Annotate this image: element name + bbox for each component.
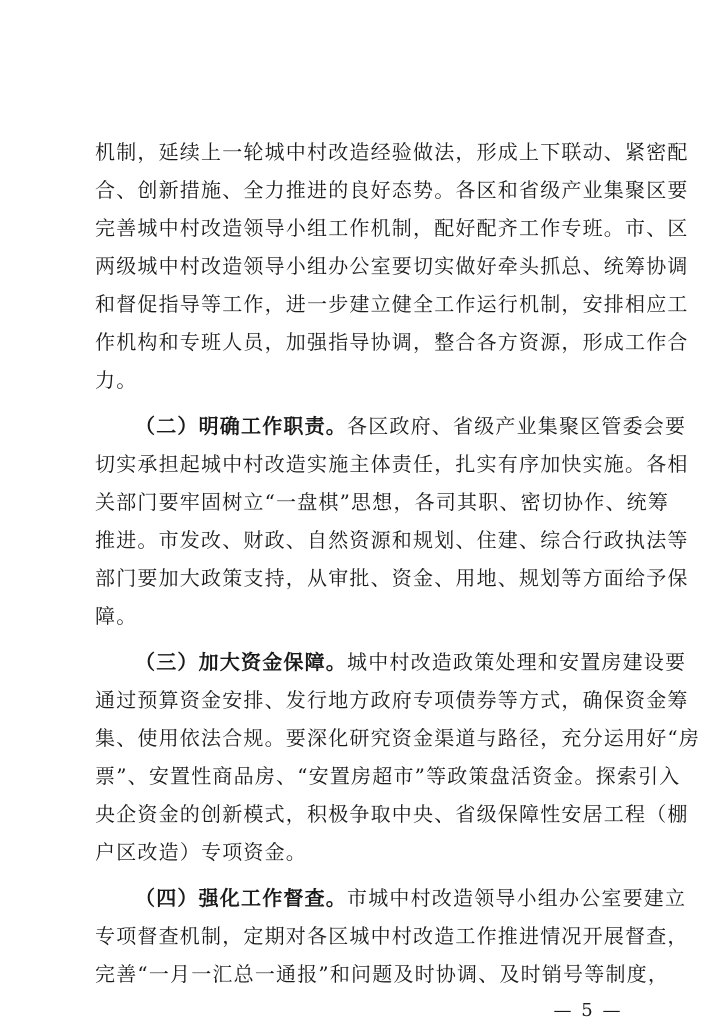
section-4-heading: （四）强化工作督查。 [135, 886, 347, 910]
paragraph-line: 和督促指导等工作，进一步建立健全工作运行机制，安排相应工 [95, 292, 689, 316]
paragraph-line: 完善城中村改造领导小组工作机制，配好配齐工作专班。市、区 [95, 216, 689, 240]
paragraph-line: 障。 [95, 604, 138, 628]
paragraph-line: 力。 [95, 368, 138, 392]
paragraph-line: 部门要加大政策支持，从审批、资金、用地、规划等方面给予保 [95, 566, 689, 590]
section-3-first-line [135, 650, 687, 674]
section-3-first-text: 城中村改造政策处理和安置房建设要 [347, 650, 687, 674]
section-3-heading: （三）加大资金保障。 [135, 650, 347, 674]
section-2-first-line [135, 414, 687, 438]
section-4-first-text: 市城中村改造领导小组办公室要建立 [347, 886, 687, 910]
paragraph-line: 票”、安置性商品房、“安置房超市”等政策盘活资金。探索引入 [95, 764, 681, 788]
paragraph-line: 专项督查机制，定期对各区城中村改造工作推进情况开展督查， [95, 924, 689, 948]
paragraph-line: 切实承担起城中村改造实施主体责任，扎实有序加快实施。各相 [95, 452, 689, 476]
section-2-heading: （二）明确工作职责。 [135, 414, 347, 438]
paragraph-line: 完善“一月一汇总一通报”和问题及时协调、及时销号等制度， [95, 962, 670, 986]
paragraph-line: 央企资金的创新模式，积极争取中央、省级保障性安居工程（棚 [95, 802, 689, 826]
section-4-first-line [135, 886, 687, 910]
paragraph-line: 机制，延续上一轮城中村改造经验做法，形成上下联动、紧密配 [95, 140, 689, 164]
page-number: — 5 — [553, 1000, 623, 1021]
paragraph-line: 合、创新措施、全力推进的良好态势。各区和省级产业集聚区要 [95, 178, 689, 202]
paragraph-line: 关部门要牢固树立“一盘棋”思想，各司其职、密切协作、统筹 [95, 490, 670, 514]
paragraph-line: 两级城中村改造领导小组办公室要切实做好牵头抓总、统筹协调 [95, 254, 689, 278]
section-2-first-text: 各区政府、省级产业集聚区管委会要 [347, 414, 687, 438]
paragraph-line: 集、使用依法合规。要深化研究资金渠道与路径，充分运用好“房 [95, 726, 701, 750]
paragraph-line: 户区改造）专项资金。 [95, 840, 307, 864]
paragraph-line: 通过预算资金安排、发行地方政府专项债券等方式，确保资金筹 [95, 688, 689, 712]
paragraph-line: 推进。市发改、财政、自然资源和规划、住建、综合行政执法等 [95, 528, 689, 552]
paragraph-line: 作机构和专班人员，加强指导协调，整合各方资源，形成工作合 [95, 330, 689, 354]
